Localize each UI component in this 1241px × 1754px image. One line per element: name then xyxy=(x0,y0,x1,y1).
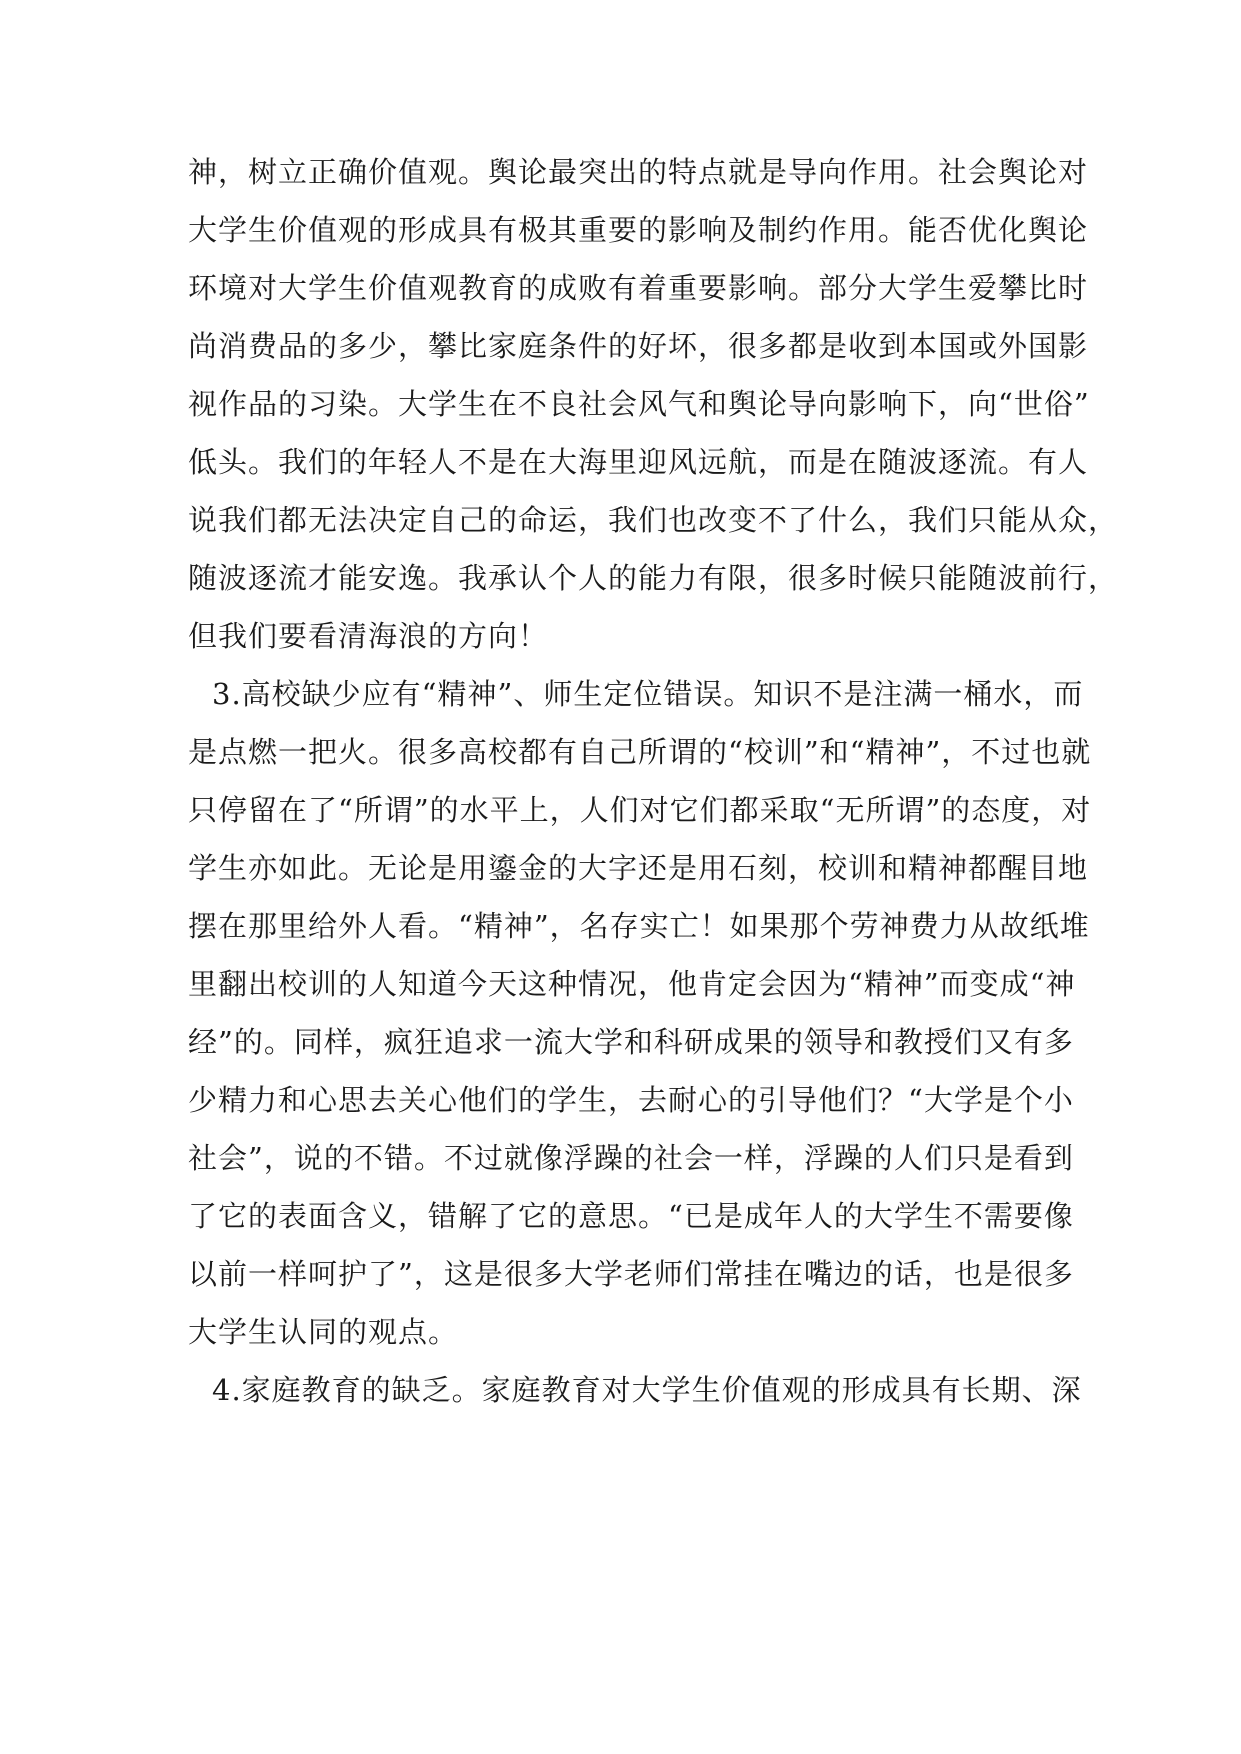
text-line: 以前一样呵护了”，这是很多大学老师们常挂在嘴边的话，也是很多 xyxy=(188,1257,1074,1291)
text-line: 是点燃一把火。很多高校都有自己所谓的“校训”和“精神”，不过也就 xyxy=(188,735,1092,769)
text-line: 视作品的习染。大学生在不良社会风气和舆论导向影响下，向“世俗” xyxy=(188,387,1090,421)
text-line: 随波逐流才能安逸。我承认个人的能力有限，很多时候只能随波前行， xyxy=(188,561,1119,595)
text-line: 神，树立正确价值观。舆论最突出的特点就是导向作用。社会舆论对 xyxy=(188,155,1089,189)
text-line: 说我们都无法决定自己的命运，我们也改变不了什么，我们只能从众， xyxy=(188,503,1119,537)
paragraph-start-line: 3.高校缺少应有“精神”、师生定位错误。知识不是注满一桶水，而 xyxy=(212,677,1084,711)
text-line: 低头。我们的年轻人不是在大海里迎风远航，而是在随波逐流。有人 xyxy=(188,445,1089,479)
text-line: 少精力和心思去关心他们的学生，去耐心的引导他们？“大学是个小 xyxy=(188,1083,1074,1117)
text-line: 经”的。同样，疯狂追求一流大学和科研成果的领导和教授们又有多 xyxy=(188,1025,1074,1059)
text-line: 尚消费品的多少，攀比家庭条件的好坏，很多都是收到本国或外国影 xyxy=(188,329,1089,363)
text-line: 但我们要看清海浪的方向！ xyxy=(188,619,549,653)
text-line: 学生亦如此。无论是用鎏金的大字还是用石刻，校训和精神都醒目地 xyxy=(188,851,1089,885)
paragraph-start-line: 4.家庭教育的缺乏。家庭教育对大学生价值观的形成具有长期、深 xyxy=(212,1373,1082,1407)
text-line: 只停留在了“所谓”的水平上，人们对它们都采取“无所谓”的态度，对 xyxy=(188,793,1092,827)
text-line: 社会”，说的不错。不过就像浮躁的社会一样，浮躁的人们只是看到 xyxy=(188,1141,1074,1175)
text-line: 大学生认同的观点。 xyxy=(188,1315,459,1349)
text-line: 大学生价值观的形成具有极其重要的影响及制约作用。能否优化舆论 xyxy=(188,213,1089,247)
text-line: 里翻出校训的人知道今天这种情况，他肯定会因为“精神”而变成“神 xyxy=(188,967,1076,1001)
text-line: 环境对大学生价值观教育的成败有着重要影响。部分大学生爱攀比时 xyxy=(188,271,1089,305)
text-line: 摆在那里给外人看。“精神”，名存实亡！如果那个劳神费力从故纸堆 xyxy=(188,909,1090,943)
text-line: 了它的表面含义，错解了它的意思。“已是成年人的大学生不需要像 xyxy=(188,1199,1074,1233)
